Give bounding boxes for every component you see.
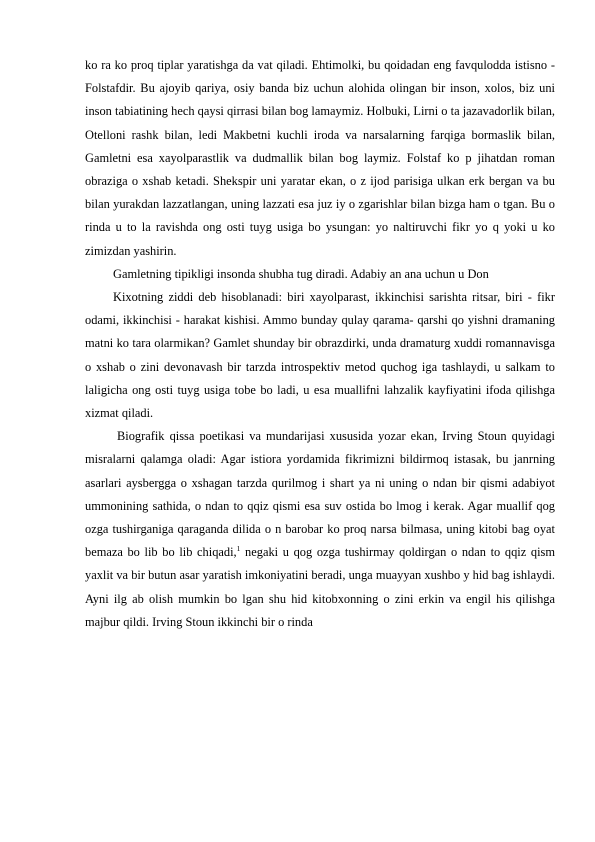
paragraph-1: ko ra ko proq tiplar yaratishga da vat qiladi. Ehtimolki, bu qoidadan eng favqulodda istisno - Folstafdir. Bu ajoyib qariya, osiy banda biz uchun alohida olingan bir inson, xolos, biz uni inson tabiatining hech qaysi qirrasi bilan bog lamaymiz. Holbuki, Lirni o ta jazavadorlik bilan, Otelloni rashk bilan, ledi Makbetni kuchli iroda va narsalarning farqiga bormaslik bilan, Gamletni esa xayolparastlik va dudmallik bilan bog laymiz. Folstaf ko p jihatdan roman obraziga o xshab ketadi. Shekspir uni yaratar ekan, o z ijod parisiga ulkan erk bergan va bu bilan yurakdan lazzatlangan, uning lazzati esa juz iy o zgarishlar bilan bizga ham o tgan. Bu o rinda u to la ravishda ong osti tuyg usiga bo ysungan: yo naltiruvchi fikr yo q yoki u ko zimizdan yashirin. [85, 58, 555, 258]
paragraph-3: Kixotning ziddi deb hisoblanadi: biri xayolparast, ikkinchisi sarishta ritsar, biri - fikr odami, ikkinchisi - harakat kishisi. Ammo bunday qulay qarama- qarshi qo yishni dramaning matni ko tara olarmikan? Gamlet shunday bir obrazdirki, unda dramaturg xuddi romannavisga o xshab o zini devonavash bir tarzda introspektiv metod quchog iga tashlaydi, u salkam to laligicha ong osti tuyg usiga tobe bo ladi, u esa muallifni lahzalik kayfiyatini ifoda qilishga xizmat qiladi. [85, 290, 555, 421]
document-page [85, 54, 555, 634]
paragraph-4-text: Biografik qissa poetikasi va mundarijasi xususida yozar ekan, Irving Stoun quyidagi misralarni qalamga oladi: Agar istiora yordamida fikrimizni bildirmoq istasak, bu janrning asarlari aysbergga o xshagan tarzda qurilmog i shart ya ni uning o ndan bir qismi adabiyot ummonining sathida, o ndan to qqiz qismi esa suv ostida bo lmog i kerak. Agar muallif qog ozga tushirganiga qaraganda dilida o n barobar ko proq narsa bilmasa, uning kitobi bag oyat bemaza bo lib bo lib chiqadi, [85, 429, 555, 560]
paragraph-4-continuation: negaki u qog ozga tushirmay qoldirgan o ndan to qqiz qism yaxlit va bir butun asar yaratish imkoniyatini beradi, unga muayyan xushbo y hid bag ishlaydi. Ayni ilg ab olish mumkin bo lgan shu hid kitobxonning o zini erkin va engil his qilishga majbur qildi. Irving Stoun ikkinchi bir o rinda [85, 545, 555, 629]
footnote-marker[interactable]: 1 [236, 544, 241, 554]
paragraph-4 [85, 425, 555, 634]
paragraph-2: Gamletning tipikligi insonda shubha tug diradi. Adabiy an ana uchun u Don [113, 266, 489, 281]
